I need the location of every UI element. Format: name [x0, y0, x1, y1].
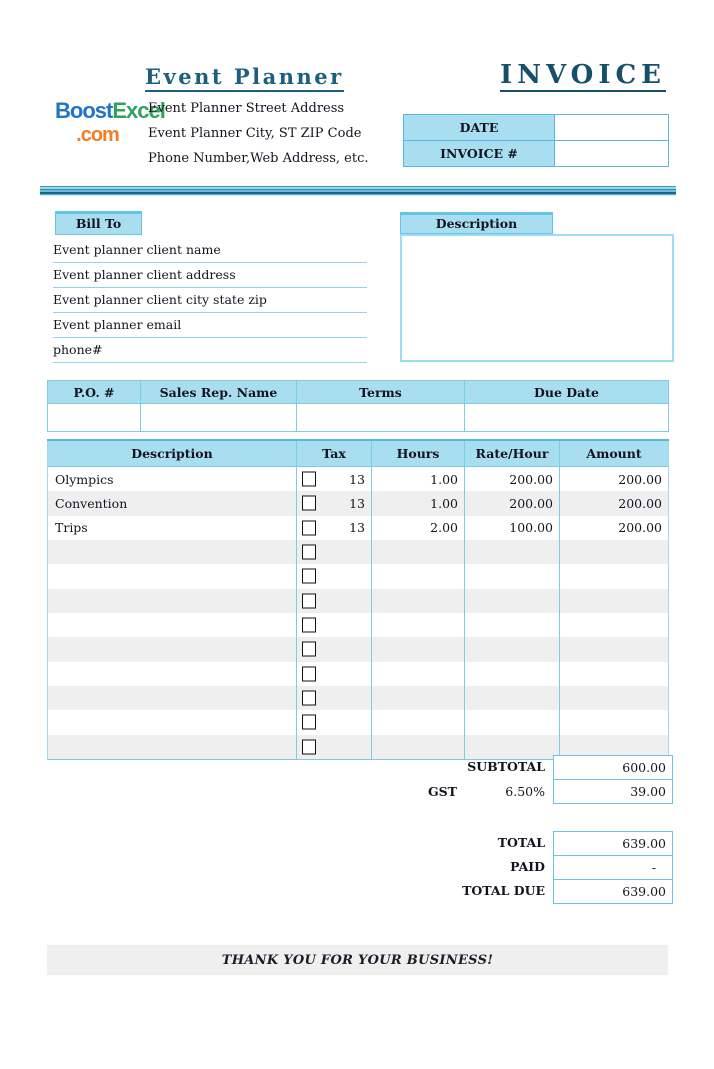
item-description-cell[interactable] [48, 637, 297, 661]
company-title: Event Planner [145, 64, 344, 92]
item-tax-cell [297, 613, 372, 637]
item-hours-cell[interactable] [372, 540, 465, 564]
item-hours-cell[interactable] [372, 637, 465, 661]
item-tax-cell [297, 589, 372, 613]
item-tax-cell [297, 637, 372, 661]
item-description-cell[interactable] [48, 540, 297, 564]
subtotal-label: SUBTOTAL [467, 759, 545, 774]
item-tax-rate[interactable]: 13 [349, 471, 365, 487]
tax-checkbox[interactable] [302, 593, 316, 608]
tax-checkbox[interactable] [302, 666, 316, 681]
client-phone-field[interactable]: phone# [53, 338, 367, 363]
item-rate-cell[interactable]: 200.00 [465, 491, 560, 515]
item-amount-cell[interactable]: 200.00 [560, 491, 669, 515]
item-row [48, 516, 669, 540]
po-number-header: P.O. # [48, 381, 141, 404]
item-description-cell[interactable] [48, 686, 297, 710]
item-amount-cell[interactable] [560, 710, 669, 734]
company-address [148, 96, 368, 171]
company-address-line1: Event Planner Street Address [148, 101, 345, 116]
item-rate-cell[interactable] [465, 637, 560, 661]
item-description-cell[interactable] [48, 589, 297, 613]
item-rate-cell[interactable] [465, 564, 560, 588]
item-row [48, 540, 669, 564]
items-table [47, 439, 669, 760]
item-description-cell[interactable]: Convention [48, 491, 297, 515]
item-description-cell[interactable] [48, 710, 297, 734]
item-hours-cell[interactable]: 1.00 [372, 467, 465, 492]
date-value-cell[interactable] [555, 115, 669, 141]
company-logo [55, 98, 165, 146]
item-hours-cell[interactable] [372, 710, 465, 734]
item-amount-cell[interactable] [560, 540, 669, 564]
item-row [48, 613, 669, 637]
item-tax-rate[interactable]: 13 [349, 495, 365, 511]
logo-excel-text: Excel [112, 98, 165, 123]
description-header: Description [400, 212, 553, 234]
item-description-cell[interactable] [48, 564, 297, 588]
total-label: TOTAL [497, 835, 545, 850]
item-tax-cell [297, 686, 372, 710]
item-hours-cell[interactable]: 1.00 [372, 491, 465, 515]
item-row [48, 564, 669, 588]
item-description-cell[interactable]: Trips [48, 516, 297, 540]
tax-checkbox[interactable] [302, 520, 316, 535]
item-tax-rate[interactable]: 13 [349, 520, 365, 536]
paid-value[interactable]: - [553, 855, 673, 880]
client-email-field[interactable]: Event planner email [53, 313, 367, 338]
logo-line1 [55, 98, 165, 123]
item-row [48, 637, 669, 661]
item-amount-cell[interactable]: 200.00 [618, 520, 662, 536]
item-amount-cell[interactable] [560, 589, 669, 613]
thank-you-banner: THANK YOU FOR YOUR BUSINESS! [47, 945, 668, 975]
bill-to-fields [53, 238, 367, 363]
item-rate-cell[interactable] [465, 540, 560, 564]
item-rate-cell[interactable] [465, 710, 560, 734]
item-row [48, 710, 669, 734]
sales-rep-cell[interactable] [141, 404, 297, 432]
terms-header: Terms [297, 381, 465, 404]
item-tax-cell [297, 710, 372, 734]
item-hours-cell[interactable] [372, 662, 465, 686]
company-address-line3: Phone Number,Web Address, etc. [148, 151, 369, 166]
bill-to-header: Bill To [55, 211, 142, 235]
tax-checkbox[interactable] [302, 715, 316, 730]
logo-boost-text: Boost [55, 98, 113, 123]
item-row [48, 491, 669, 515]
item-rate-cell[interactable] [465, 613, 560, 637]
item-rate-cell[interactable] [465, 589, 560, 613]
invoice-number-label: INVOICE # [404, 141, 555, 167]
items-amount-header: Amount [560, 440, 669, 467]
client-name-field[interactable]: Event planner client name [53, 238, 367, 263]
item-tax-cell [297, 540, 372, 564]
item-amount-cell[interactable] [560, 613, 669, 637]
item-amount-cell[interactable] [560, 662, 669, 686]
item-tax-cell [297, 564, 372, 588]
item-amount-cell[interactable] [560, 637, 669, 661]
item-tax-cell [297, 662, 372, 686]
date-label: DATE [404, 115, 555, 141]
invoice-title: INVOICE [500, 60, 666, 90]
item-description-cell[interactable] [48, 613, 297, 637]
item-row [48, 467, 669, 492]
items-tax-header: Tax [297, 440, 372, 467]
gst-label: GST [427, 784, 457, 799]
tax-checkbox[interactable] [302, 642, 316, 657]
item-rate-cell[interactable]: 100.00 [465, 516, 560, 540]
item-rate-cell[interactable]: 200.00 [465, 467, 560, 492]
item-amount-cell[interactable] [560, 564, 669, 588]
paid-label: PAID [510, 859, 545, 874]
gst-rate[interactable]: 6.50% [505, 784, 545, 799]
description-box[interactable] [400, 234, 674, 362]
subtotal-value: 600.00 [553, 755, 673, 780]
item-hours-cell[interactable] [372, 613, 465, 637]
due-date-header: Due Date [465, 381, 669, 404]
tax-checkbox[interactable] [302, 569, 316, 584]
invoice-number-value-cell[interactable] [555, 141, 669, 167]
items-rate-header: Rate/Hour [465, 440, 560, 467]
logo-com-text: .com [76, 124, 119, 146]
item-amount-cell[interactable]: 200.00 [618, 471, 662, 487]
order-info-table [47, 380, 669, 432]
order-info-row [48, 404, 669, 432]
item-hours-cell[interactable]: 2.00 [372, 516, 465, 540]
items-description-header: Description [48, 440, 297, 467]
total-due-value: 639.00 [553, 879, 673, 904]
item-hours-cell[interactable] [372, 686, 465, 710]
total-value: 639.00 [553, 831, 673, 856]
client-city-field[interactable]: Event planner client city state zip [53, 288, 367, 313]
tax-checkbox[interactable] [302, 739, 316, 754]
item-row [48, 662, 669, 686]
tax-checkbox[interactable] [302, 691, 316, 706]
item-row [48, 589, 669, 613]
tax-checkbox[interactable] [302, 618, 316, 633]
item-hours-cell[interactable] [372, 589, 465, 613]
item-tax-cell [297, 491, 372, 515]
item-tax-cell [297, 516, 372, 540]
item-rate-cell[interactable] [465, 686, 560, 710]
item-description-cell[interactable] [48, 662, 297, 686]
sales-rep-header: Sales Rep. Name [141, 381, 297, 404]
date-invoice-block [403, 114, 669, 167]
items-hours-header: Hours [372, 440, 465, 467]
gst-value: 39.00 [553, 779, 673, 804]
client-address-field[interactable]: Event planner client address [53, 263, 367, 288]
due-date-cell[interactable] [465, 404, 669, 432]
tax-checkbox[interactable] [302, 472, 316, 487]
item-tax-cell [297, 467, 372, 492]
tax-checkbox[interactable] [302, 496, 316, 511]
header-divider [40, 185, 676, 196]
tax-checkbox[interactable] [302, 545, 316, 560]
item-row [48, 686, 669, 710]
total-due-label: TOTAL DUE [462, 883, 545, 898]
company-address-line2: Event Planner City, ST ZIP Code [148, 126, 362, 141]
item-rate-cell[interactable] [465, 662, 560, 686]
terms-cell[interactable] [297, 404, 465, 432]
item-amount-cell[interactable] [560, 686, 669, 710]
item-hours-cell[interactable] [372, 564, 465, 588]
po-number-cell[interactable] [48, 404, 141, 432]
item-description-cell[interactable]: Olympics [48, 467, 297, 492]
